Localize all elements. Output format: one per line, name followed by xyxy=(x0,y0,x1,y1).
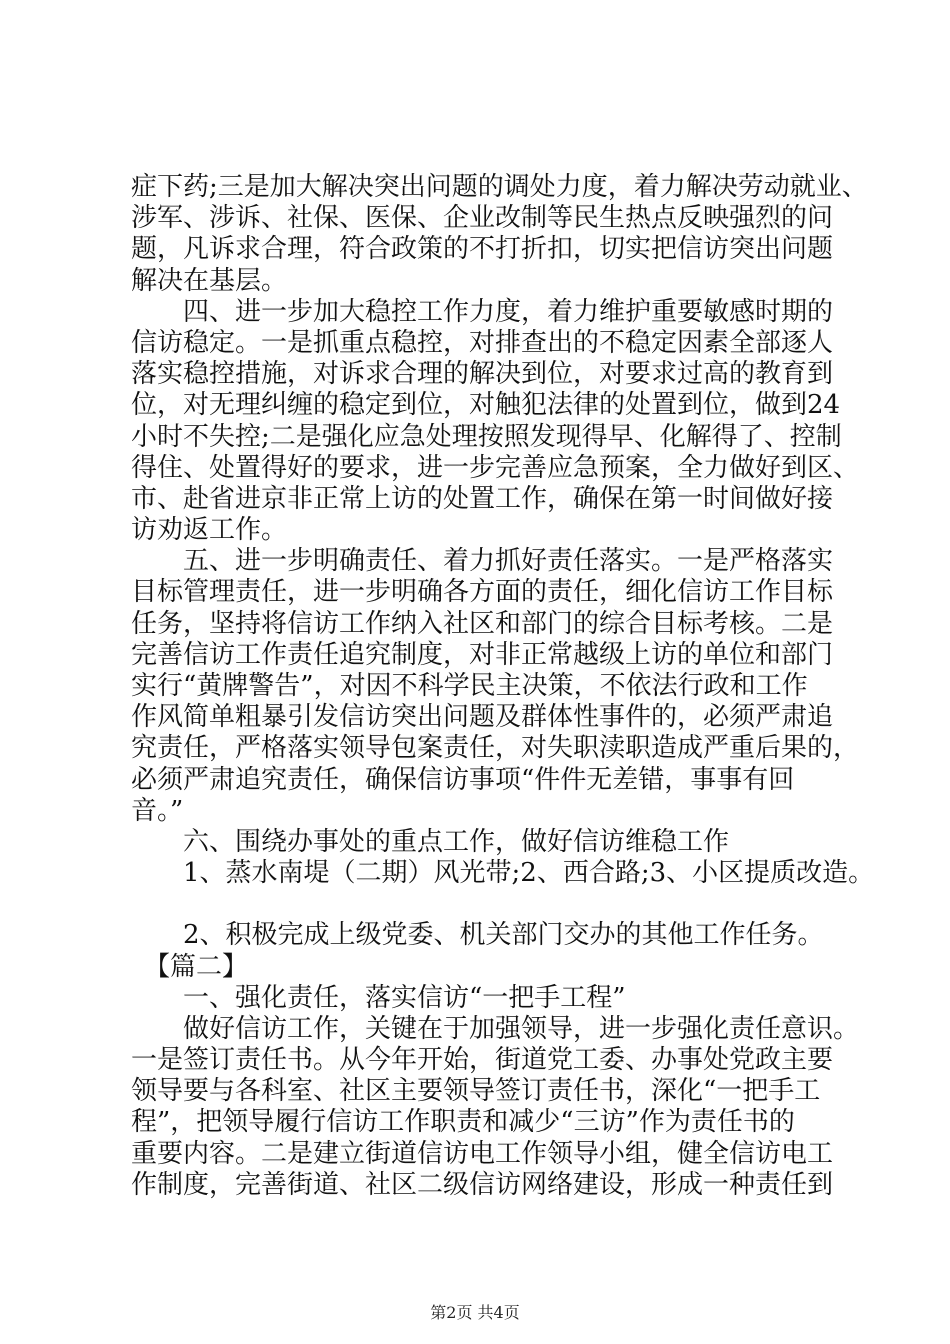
text-line: 得住、处置得好的要求，进一步完善应急预案，全力做好到区、 xyxy=(131,452,860,483)
text-line: 任务，坚持将信访工作纳入社区和部门的综合目标考核。二是 xyxy=(131,608,834,639)
text-line: 五、进一步明确责任、着力抓好责任落实。一是严格落实 xyxy=(131,546,834,577)
text-line: 做好信访工作，关键在于加强领导，进一步强化责任意识。 xyxy=(131,1013,860,1044)
text-line: 作风简单粗暴引发信访突出问题及群体性事件的，必须严肃追 xyxy=(131,702,834,733)
text-line: 领导要与各科室、社区主要领导签订责任书，深化“一把手工 xyxy=(131,1076,821,1107)
body-text xyxy=(131,172,875,1201)
text-line: 访劝返工作。 xyxy=(131,515,288,546)
text-line: 2、积极完成上级党委、机关部门交办的其他工作任务。 xyxy=(131,920,824,951)
text-line: 一、强化责任，落实信访“一把手工程” xyxy=(131,982,626,1013)
text-line: 市、赴省进京非正常上访的处置工作，确保在第一时间做好接 xyxy=(131,483,834,514)
text-line: 【篇二】 xyxy=(131,951,249,982)
text-line: 必须严肃追究责任，确保信访事项“件件无差错，事事有回 xyxy=(131,764,795,795)
text-line: 六、围绕办事处的重点工作，做好信访维稳工作 xyxy=(131,826,730,857)
text-line xyxy=(131,889,851,920)
text-line: 一是签订责任书。从今年开始，街道党工委、办事处党政主要 xyxy=(131,1045,834,1076)
text-line: 目标管理责任，进一步明确各方面的责任，细化信访工作目标 xyxy=(131,577,834,608)
text-line: 音。” xyxy=(131,795,184,826)
text-line: 落实稳控措施，对诉求合理的解决到位，对要求过高的教育到 xyxy=(131,359,834,390)
text-line: 究责任，严格落实领导包案责任，对失职渎职造成严重后果的， xyxy=(131,733,860,764)
text-line: 1、蒸水南堤（二期）风光带;2、西合路;3、小区提质改造。 xyxy=(131,858,875,889)
text-line: 四、进一步加大稳控工作力度，着力维护重要敏感时期的 xyxy=(131,296,834,327)
text-line: 重要内容。二是建立街道信访电工作领导小组，健全信访电工 xyxy=(131,1138,834,1169)
text-line: 完善信访工作责任追究制度，对非正常越级上访的单位和部门 xyxy=(131,639,834,670)
text-line: 实行“黄牌警告”，对因不科学民主决策，不依法行政和工作 xyxy=(131,671,808,701)
text-line: 小时不失控;二是强化应急处理按照发现得早、化解得了、控制 xyxy=(131,421,842,452)
text-line: 作制度，完善街道、社区二级信访网络建设，形成一种责任到 xyxy=(131,1169,834,1200)
text-line: 解决在基层。 xyxy=(131,265,288,296)
text-line: 涉军、涉诉、社保、医保、企业改制等民生热点反映强烈的问 xyxy=(131,203,834,234)
text-line: 位，对无理纠缠的稳定到位，对触犯法律的处置到位，做到24 xyxy=(131,390,841,421)
text-line: 症下药;三是加大解决突出问题的调处力度，着力解决劳动就业、 xyxy=(131,172,868,202)
page-footer: 第2页 共4页 xyxy=(430,1303,520,1322)
text-line: 信访稳定。一是抓重点稳控，对排查出的不稳定因素全部逐人 xyxy=(131,327,834,358)
text-line: 程”，把领导履行信访工作职责和减少“三访”作为责任书的 xyxy=(131,1107,795,1138)
text-line: 题，凡诉求合理，符合政策的不打折扣，切实把信访突出问题 xyxy=(131,234,834,265)
